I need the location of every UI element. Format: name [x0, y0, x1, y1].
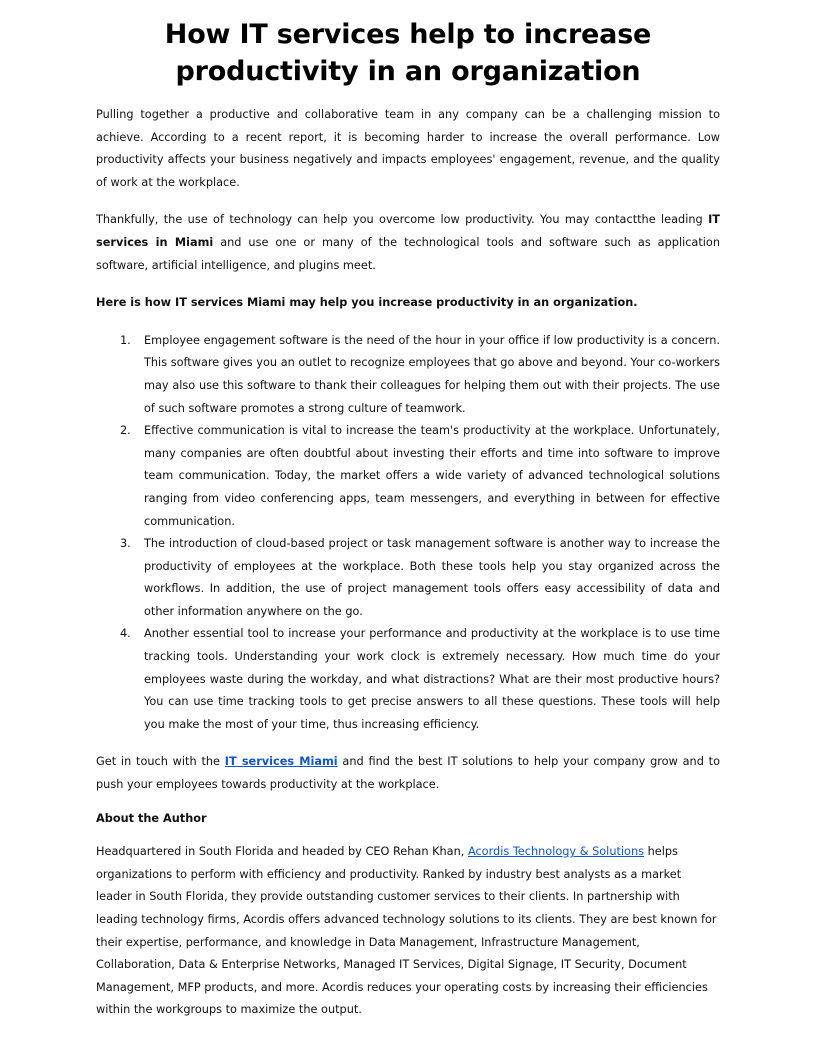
cta-paragraph — [96, 751, 720, 796]
list-item-number: 2. — [120, 424, 131, 438]
list-item — [96, 330, 720, 420]
list-item-number: 1. — [120, 333, 131, 347]
technology-text-after: and use one or many of the technological tools and software such as application software, artificial intelligence, and plugins meet. — [96, 235, 720, 272]
intro-paragraph: Pulling together a productive and collaborative team in any company can be a challenging mission to achieve. According to a recent report, it is becoming harder to increase the overall performance. Low productivity affects your business negatively and impacts employees' engagement, revenue, and the quality of work at the workplace. — [96, 108, 720, 189]
list-item-text: Employee engagement software is the need of the hour in your office if low productivity is a concern. This software gives you an outlet to recognize employees that go above and beyond. Your co-workers may also use this software to thank their colleagues for helping them out with their projects. The use of such software promotes a strong culture of teamwork. — [144, 333, 720, 415]
list-item-text: Another essential tool to increase your performance and productivity at the workplace is to use time tracking tools. Understanding your work clock is extremely necessary. How much time do your employees waste during the workday, and what distractions? What are their most productive hours? You can use time tracking tools to get precise answers to all these questions. These tools will help you make the most of your time, thus increasing efficiency. — [144, 627, 720, 731]
list-item — [96, 420, 720, 533]
page-title: How IT services help to increase productivity in an organization — [164, 19, 652, 87]
list-item — [96, 533, 720, 623]
acordis-link[interactable]: Acordis Technology & Solutions — [467, 845, 644, 859]
list-item-text: Effective communication is vital to increase the team's productivity at the workplace. Unfortunately, many companies are often doubtful about investing their efforts and time into software to improve team communication. Today, the market offers a wide variety of advanced technological solutions ranging from video conferencing apps, team messengers, and everything in between for effective communication. — [144, 424, 720, 528]
productivity-list — [96, 330, 720, 737]
list-item-text: The introduction of cloud-based project or task management software is another way to increase the productivity of employees at the workplace. Both these tools help you stay organized across the workflows. In addition, the use of project management tools offers easy accessibility of data and other information anywhere on the go. — [144, 537, 720, 618]
about-text-after: helps organizations to perform with efficiency and productivity. Ranked by industry best analysts as a market leader in South Florida, they provide outstanding customer services to their clients. In partnership with leading technology firms, Acordis offers advanced technology solutions to its clients. They are best known for their expertise, performance, and knowledge in Data Management, Infrastructure Management, Collaboration, Data & Enterprise Networks, Managed IT Services, Digital Signage, IT Security, Document Management, MFP products, and more. Acordis reduces your operating costs by increasing their efficiencies within the workgroups to maximize the output. — [96, 845, 717, 1017]
article-body — [96, 104, 720, 1022]
it-services-miami-bold: IT services in Miami — [96, 213, 720, 249]
list-lead-heading: Here is how IT services Miami may help you increase productivity in an organization. — [96, 296, 638, 310]
technology-paragraph — [96, 209, 720, 277]
list-item — [96, 623, 720, 736]
technology-text-before: Thankfully, the use of technology can help you overcome low productivity. You may contactthe leading — [96, 213, 709, 227]
cta-text-before: Get in touch with the — [96, 755, 225, 769]
about-text-before: Headquartered in South Florida and headed by CEO Rehan Khan, — [96, 845, 468, 859]
list-item-number: 4. — [120, 627, 131, 641]
cta-text-after: and find the best IT solutions to help your company grow and to push your employees towards productivity at the workplace. — [96, 755, 720, 792]
about-paragraph — [96, 841, 720, 1022]
list-item-number: 3. — [120, 537, 131, 551]
it-services-miami-link[interactable]: IT services Miami — [224, 755, 338, 769]
about-heading: About the Author — [96, 811, 207, 825]
